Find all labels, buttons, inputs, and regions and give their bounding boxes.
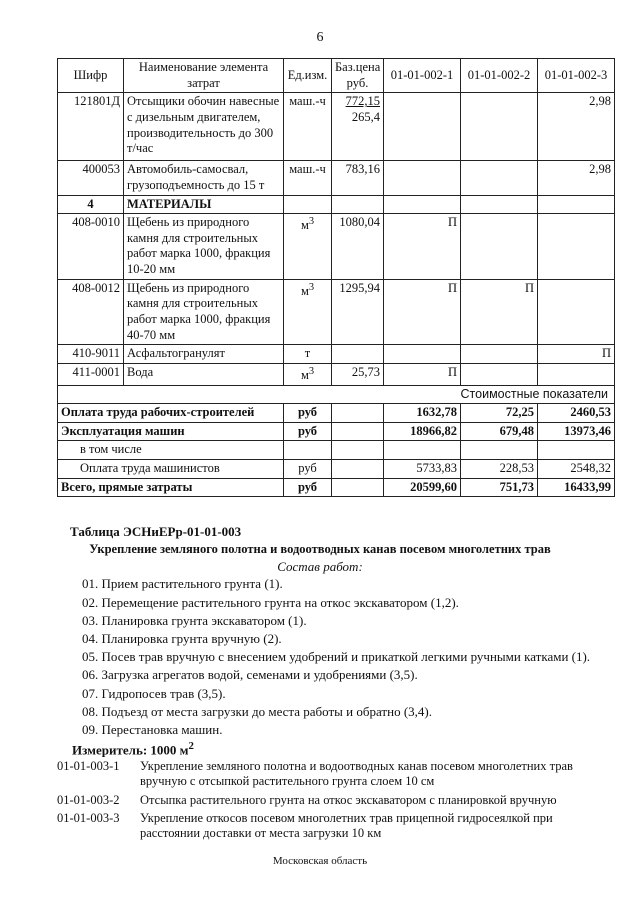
header-col2: 01-01-002-2 [461, 59, 538, 93]
resource-table [57, 58, 615, 497]
table-row [58, 195, 615, 214]
total-price [332, 441, 384, 460]
row-name: Щебень из природного камня для строительных работ марка 1000, фракция 40-70 мм [124, 279, 284, 345]
price-value-2: 265,4 [351, 109, 380, 124]
row-price: 1080,04 [332, 214, 384, 280]
unit-sup: 3 [308, 216, 315, 228]
totals-row [58, 422, 615, 441]
total-col3: 2460,53 [538, 404, 615, 423]
item-description: Укрепление земляного полотна и водоотводных канав посевом многолетних трав вручную с отсыпкой растительного грунта слоем 10 см [140, 759, 573, 788]
row-unit [284, 279, 332, 345]
total-col2: 228,53 [461, 460, 538, 479]
row-unit: т [284, 345, 332, 364]
item-code: 01-01-003-1 [57, 759, 120, 773]
total-col3: 16433,99 [538, 478, 615, 497]
row-col2: П [461, 279, 538, 345]
row-col1: П [384, 363, 461, 385]
measurement-text: Измеритель: 1000 м [72, 742, 189, 758]
row-col3 [538, 195, 615, 214]
item-description: Укрепление откосов посевом многолетних трав прицепной гидросеялкой при расстоянии доставки от места загрузки 10 км [140, 811, 553, 840]
row-col3 [538, 363, 615, 385]
row-col1 [384, 93, 461, 161]
total-col2: 72,25 [461, 404, 538, 423]
unit-text: м [300, 218, 309, 233]
total-name: Оплата труда рабочих-строителей [58, 404, 284, 423]
unit-sup: 3 [308, 281, 315, 293]
total-unit: руб [284, 422, 332, 441]
total-col3: 13973,46 [538, 422, 615, 441]
page-number: 6 [316, 30, 324, 45]
measurement-sup: 2 [188, 740, 194, 752]
row-col3: 2,98 [538, 93, 615, 161]
total-col2: 679,48 [461, 422, 538, 441]
work-item: 05. Посев трав вручную с внесением удобрений и прикаткой легкими ручными катками (1). [82, 649, 591, 664]
row-col3 [538, 214, 615, 280]
row-price: 783,16 [332, 161, 384, 195]
row-code: 4 [58, 195, 124, 214]
header-unit: Ед.изм. [284, 59, 332, 93]
row-name: Отсыщики обочин навесные с дизельным двигателем, производительность до 300 т/час [124, 93, 284, 161]
row-name: Вода [124, 363, 284, 385]
cost-indicators-row [58, 385, 615, 404]
work-item: 01. Прием растительного грунта (1). [82, 576, 283, 591]
row-col1: П [384, 214, 461, 280]
work-item: 04. Планировка грунта вручную (2). [82, 631, 282, 646]
table-row [58, 161, 615, 195]
table-header-row [58, 59, 615, 93]
row-price [332, 195, 384, 214]
total-col3: 2548,32 [538, 460, 615, 479]
total-col1: 20599,60 [384, 478, 461, 497]
row-code: 410-9011 [58, 345, 124, 364]
row-price: 1295,94 [332, 279, 384, 345]
works-heading: Состав работ: [277, 559, 363, 574]
row-col1 [384, 161, 461, 195]
totals-row [58, 478, 615, 497]
row-code: 408-0010 [58, 214, 124, 280]
row-col2 [461, 195, 538, 214]
total-col1: 5733,83 [384, 460, 461, 479]
work-item: 06. Загрузка агрегатов водой, семенами и удобрениями (3,5). [82, 667, 418, 682]
table-row [58, 279, 615, 345]
work-item: 08. Подъезд от места загрузки до места работы и обратно (3,4). [82, 704, 432, 719]
row-name: Щебень из природного камня для строительных работ марка 1000, фракция 10-20 мм [124, 214, 284, 280]
row-unit [284, 195, 332, 214]
row-code: 121801Д [58, 93, 124, 161]
totals-row [58, 441, 615, 460]
row-col1 [384, 345, 461, 364]
section-subtitle: Укрепление земляного полотна и водоотводных канав посевом многолетних трав [89, 542, 551, 556]
row-col2 [461, 363, 538, 385]
table-row [58, 214, 615, 280]
total-price [332, 460, 384, 479]
totals-row [58, 460, 615, 479]
row-unit [284, 363, 332, 385]
row-col2 [461, 345, 538, 364]
work-item: 03. Планировка грунта экскаватором (1). [82, 613, 307, 628]
row-unit: маш.-ч [284, 93, 332, 161]
total-name: Эксплуатация машин [58, 422, 284, 441]
total-unit: руб [284, 460, 332, 479]
row-col1 [384, 195, 461, 214]
cost-indicators-label: Стоимостные показатели [58, 385, 615, 404]
row-col2 [461, 161, 538, 195]
item-description: Отсыпка растительного грунта на откос экскаватором с планировкой вручную [140, 793, 557, 807]
total-col2: 751,73 [461, 478, 538, 497]
page-footer: Московская область [272, 855, 368, 867]
row-col2 [461, 93, 538, 161]
table-row [58, 345, 615, 364]
header-col1: 01-01-002-1 [384, 59, 461, 93]
row-col3: П [538, 345, 615, 364]
total-col1: 1632,78 [384, 404, 461, 423]
measurement-unit [72, 740, 194, 758]
total-price [332, 478, 384, 497]
total-name: в том числе [58, 441, 284, 460]
table-row [58, 363, 615, 385]
row-col1: П [384, 279, 461, 345]
row-name: Асфальтогранулят [124, 345, 284, 364]
row-unit: маш.-ч [284, 161, 332, 195]
row-col3: 2,98 [538, 161, 615, 195]
header-price: Баз.цена руб. [332, 59, 384, 93]
work-item: 09. Перестановка машин. [82, 722, 223, 737]
total-unit: руб [284, 478, 332, 497]
totals-row [58, 404, 615, 423]
total-price [332, 404, 384, 423]
unit-sup: 3 [308, 365, 315, 377]
row-code: 408-0012 [58, 279, 124, 345]
work-item: 02. Перемещение растительного грунта на откос экскаватором (1,2). [82, 595, 459, 610]
total-col2 [461, 441, 538, 460]
total-col3 [538, 441, 615, 460]
row-name: МАТЕРИАЛЫ [124, 195, 284, 214]
header-name: Наименование элемента затрат [124, 59, 284, 93]
header-col3: 01-01-002-3 [538, 59, 615, 93]
total-unit: руб [284, 404, 332, 423]
row-price [332, 93, 384, 161]
total-name: Всего, прямые затраты [58, 478, 284, 497]
price-value: 772,15 [345, 94, 380, 109]
unit-text: м [300, 283, 309, 298]
row-col2 [461, 214, 538, 280]
section-title: Таблица ЭСНиЕРр-01-01-003 [70, 524, 242, 539]
total-col1: 18966,82 [384, 422, 461, 441]
row-unit [284, 214, 332, 280]
row-price [332, 345, 384, 364]
work-item: 07. Гидропосев трав (3,5). [82, 686, 226, 701]
total-col1 [384, 441, 461, 460]
row-col3 [538, 279, 615, 345]
header-code: Шифр [58, 59, 124, 93]
row-code: 400053 [58, 161, 124, 195]
row-name: Автомобиль-самосвал, грузоподъемность до 15 т [124, 161, 284, 195]
item-code: 01-01-003-3 [57, 811, 120, 825]
row-price: 25,73 [332, 363, 384, 385]
table-row [58, 93, 615, 161]
unit-text: м [300, 367, 309, 382]
total-unit [284, 441, 332, 460]
total-name: Оплата труда машинистов [58, 460, 284, 479]
row-code: 411-0001 [58, 363, 124, 385]
total-price [332, 422, 384, 441]
item-code: 01-01-003-2 [57, 793, 120, 807]
